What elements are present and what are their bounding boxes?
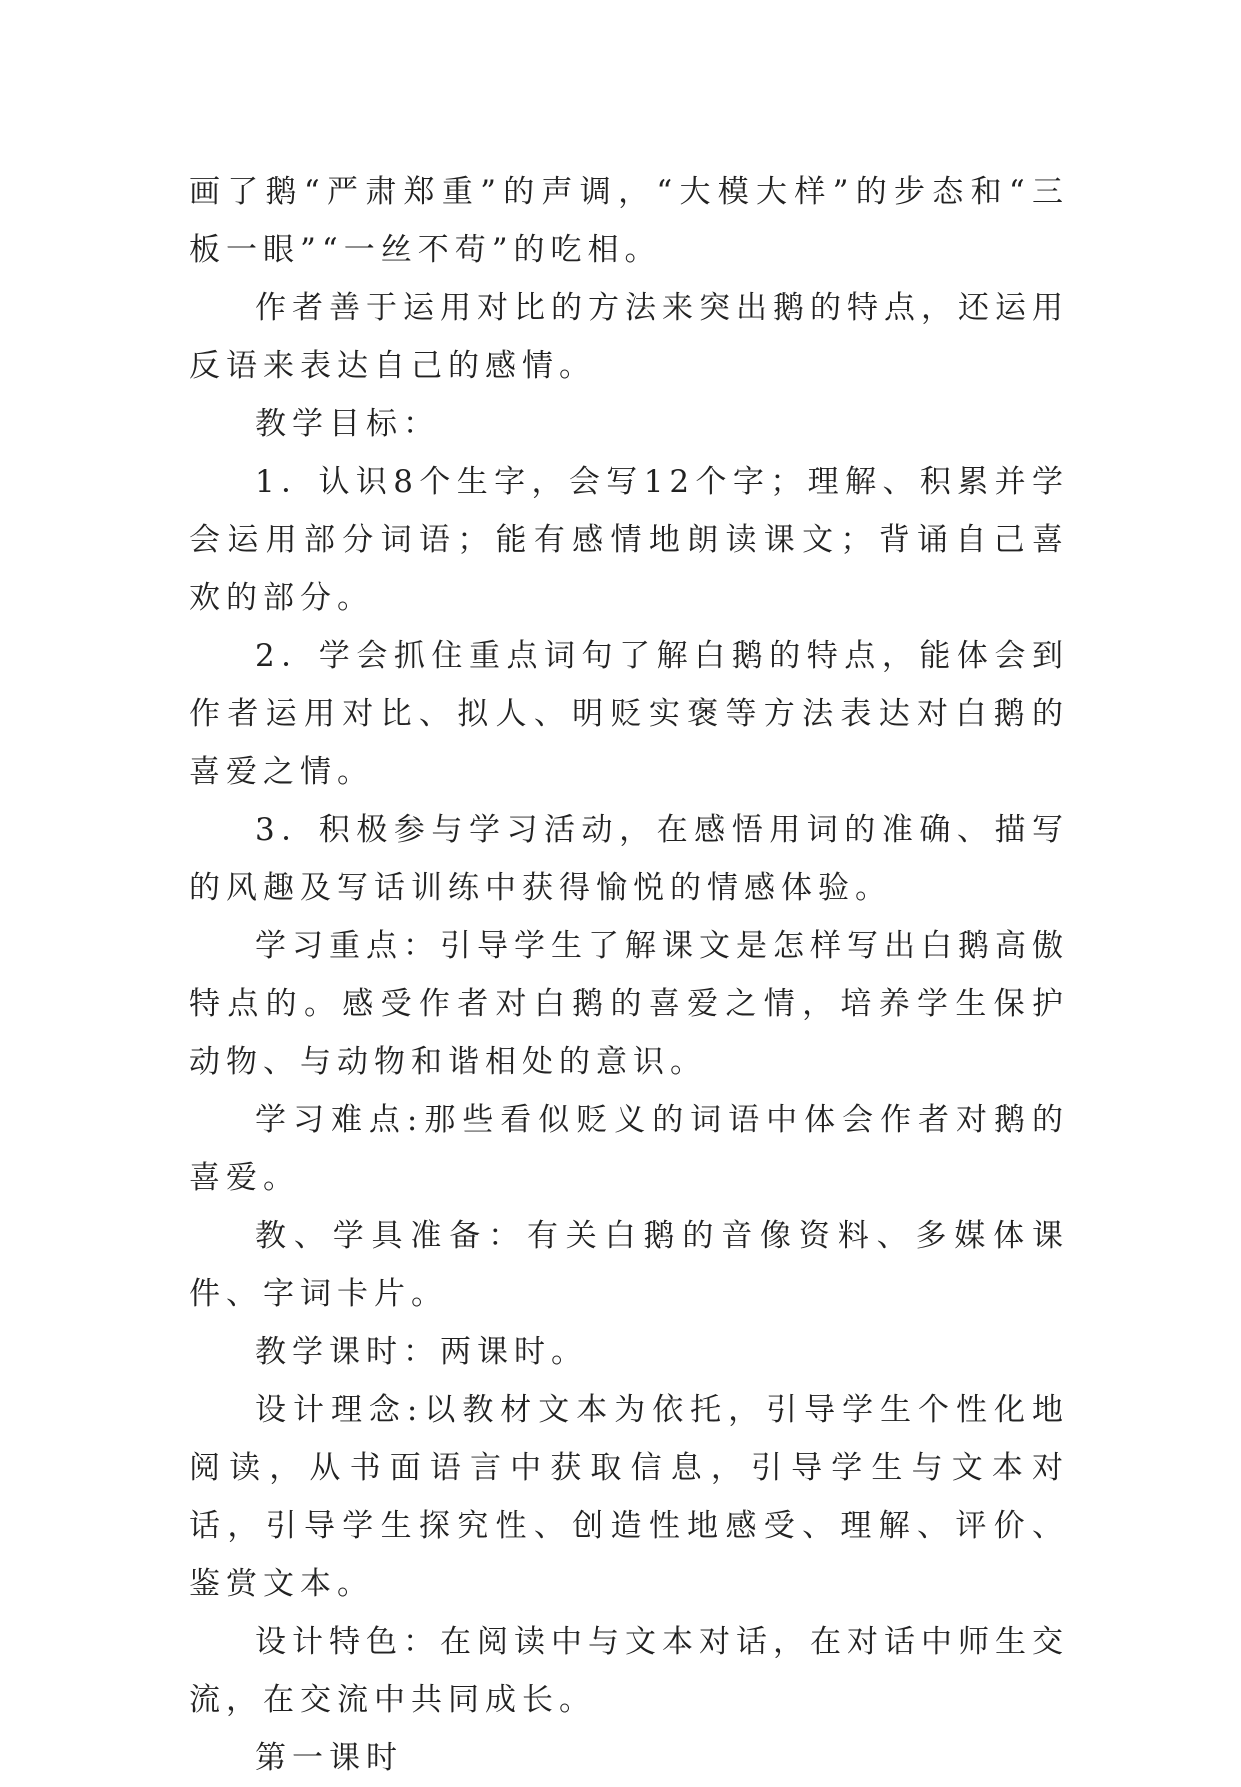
paragraph-contrast-technique: 作者善于运用对比的方法来突出鹅的特点，还运用反语来表达自己的感情。: [189, 290, 1069, 384]
paragraph-learning-difficulty: 学习难点:那些看似贬义的词语中体会作者对鹅的喜爱。: [189, 1102, 1069, 1196]
document-body: [189, 163, 1069, 1787]
paragraph-materials: 教、学具准备：有关白鹅的音像资料、多媒体课件、字词卡片。: [189, 1218, 1069, 1312]
objective-item-3: 3．积极参与学习活动，在感悟用词的准确、描写的风趣及写话训练中获得愉悦的情感体验。: [189, 812, 1069, 906]
paragraph-continuation: 画了鹅“严肃郑重”的声调，“大模大样”的步态和“三板一眼”“一丝不苟”的吃相。: [189, 174, 1069, 268]
paragraph-learning-focus: 学习重点：引导学生了解课文是怎样写出白鹅高傲特点的。感受作者对白鹅的喜爱之情，培养学生保护动物、与动物和谐相处的意识。: [189, 928, 1069, 1080]
heading-teaching-objectives: 教学目标：: [255, 406, 440, 442]
objective-item-2: 2．学会抓住重点词句了解白鹅的特点，能体会到作者运用对比、拟人、明贬实褒等方法表达对白鹅的喜爱之情。: [189, 638, 1069, 790]
heading-first-lesson: 第一课时: [255, 1740, 403, 1776]
objective-item-1: 1．认识8个生字，会写12个字；理解、积累并学会运用部分词语；能有感情地朗读课文；背诵自己喜欢的部分。: [189, 464, 1069, 616]
paragraph-design-concept: 设计理念:以教材文本为依托，引导学生个性化地阅读，从书面语言中获取信息，引导学生与文本对话，引导学生探究性、创造性地感受、理解、评价、鉴赏文本。: [189, 1392, 1069, 1602]
paragraph-design-feature: 设计特色：在阅读中与文本对话，在对话中师生交流，在交流中共同成长。: [189, 1624, 1069, 1718]
paragraph-class-hours: 教学课时：两课时。: [255, 1334, 588, 1370]
